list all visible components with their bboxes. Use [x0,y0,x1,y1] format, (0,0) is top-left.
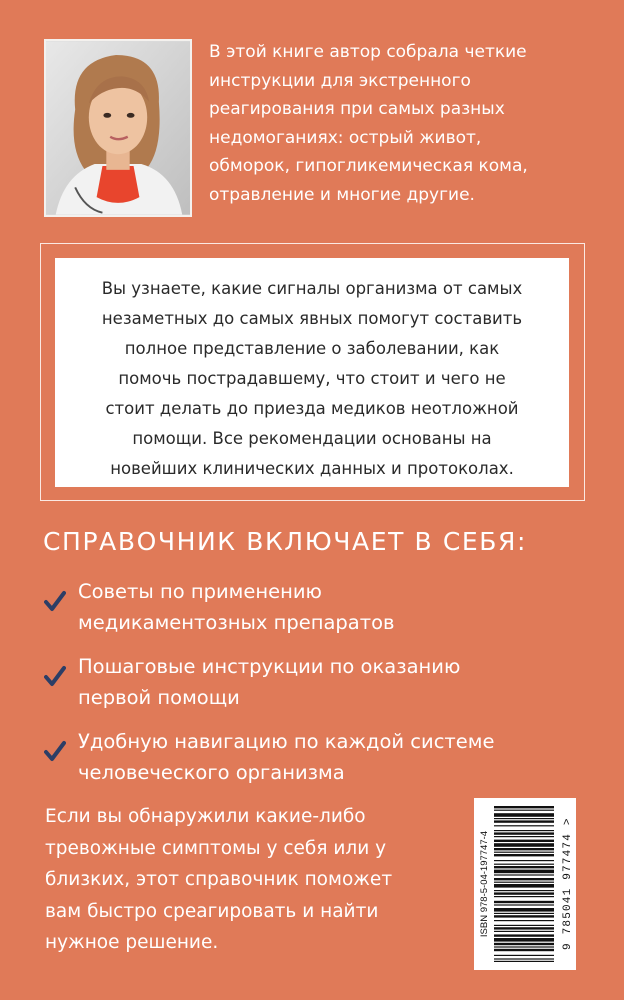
intro-line: недомоганиях: острый живот, [209,127,482,148]
barcode-stripe [494,806,554,808]
barcode-stripe [494,949,554,951]
barcode-stripe [494,961,554,962]
barcode-stripe [494,854,554,856]
barcode-stripe [494,825,554,826]
barcode-stripe [494,848,554,850]
barcode-digits: 9 785041 977474 > [562,817,574,951]
info-card [55,258,569,487]
barcode-stripe [494,874,554,875]
list-item-line: Удобную навигацию по каждой системе [78,730,495,753]
outro-line: тревожные симптомы у себя или у [45,837,387,859]
barcode-stripe [494,904,554,905]
intro-line: В этой книге автор собрала четкие [209,42,527,62]
check-icon [44,740,66,762]
card-line: незаметных до самых явных помогут составить [101,309,523,328]
barcode-stripe [494,890,554,891]
card-line: полное представление о заболевании, как [124,339,500,358]
list-item-line: человеческого организма [78,761,345,784]
list-item [44,726,614,788]
barcode-stripe [494,820,554,822]
check-icon [44,665,66,687]
barcode-stripe [494,896,554,897]
barcode-stripe [494,934,554,936]
barcode-stripe [494,955,554,956]
intro-text [209,38,609,209]
barcode-stripe [494,920,554,921]
card-line: новейших клинических данных и протоколах. [110,459,514,478]
barcode-stripe [494,870,554,874]
barcode-stripe [494,836,554,837]
barcode-stripe [494,943,554,945]
barcode-stripe [494,915,554,917]
barcode-stripe [494,901,554,903]
isbn-text: ISBN 978-5-04-197747-4 [479,830,490,938]
feature-list [44,576,614,801]
barcode-stripe [494,840,554,842]
barcode-stripe [494,958,554,959]
barcode [474,798,576,970]
section-heading: СПРАВОЧНИК ВКЛЮЧАЕТ В СЕБЯ: [43,527,528,556]
barcode-stripe [494,927,554,929]
barcode-stripe [494,866,554,868]
list-item [44,576,614,638]
outro-line: близких, этот справочник поможет [45,869,393,890]
intro-line: обморок, гипогликемическая кома, [209,156,528,176]
barcode-stripe [494,810,554,811]
barcode-stripe [494,946,554,947]
barcode-stripe [494,818,554,819]
barcode-stripe [494,931,554,932]
outro-text [45,801,465,959]
list-item-line: медикаментозных препаратов [78,611,395,634]
barcode-stripe [494,892,554,894]
barcode-stripe [494,913,554,914]
list-item-line: Пошаговые инструкции по оказанию [78,655,461,678]
barcode-stripe [494,843,554,847]
card-line: стоит делать до приезда медиков неотложной [105,399,519,418]
outro-line: вам быстро среагировать и найти [45,900,379,922]
author-photo [44,39,192,217]
outro-line: Если вы обнаружили какие-либо [45,806,366,827]
list-item-line: первой помощи [78,686,240,709]
barcode-stripe [494,884,554,888]
check-icon [44,590,66,612]
barcode-stripe [494,852,554,853]
barcode-stripe [494,925,554,926]
card-line: помочь пострадавшему, что стоит и чего не [118,369,506,388]
barcode-stripe [494,864,554,865]
barcode-stripe [494,882,554,883]
barcode-stripe [494,832,554,834]
barcode-stripe [494,938,554,942]
list-item-line: Советы по применению [78,580,322,603]
card-line: помощи. Все рекомендации основаны на [132,429,492,448]
card-line: Вы узнаете, какие сигналы организма от самых [101,279,523,298]
intro-line: реагирования при самых разных [209,99,505,119]
barcode-stripe [494,813,554,817]
list-item [44,651,614,713]
barcode-stripe [494,878,554,880]
intro-line: инструкции для экстренного [209,70,471,91]
barcode-bars [494,806,568,962]
author-portrait-image [46,41,190,215]
barcode-stripe [494,908,554,912]
intro-line: отравление и многие другие. [209,184,475,205]
outro-line: нужное решение. [45,932,219,953]
barcode-stripe [494,830,554,831]
barcode-stripe [494,860,554,861]
